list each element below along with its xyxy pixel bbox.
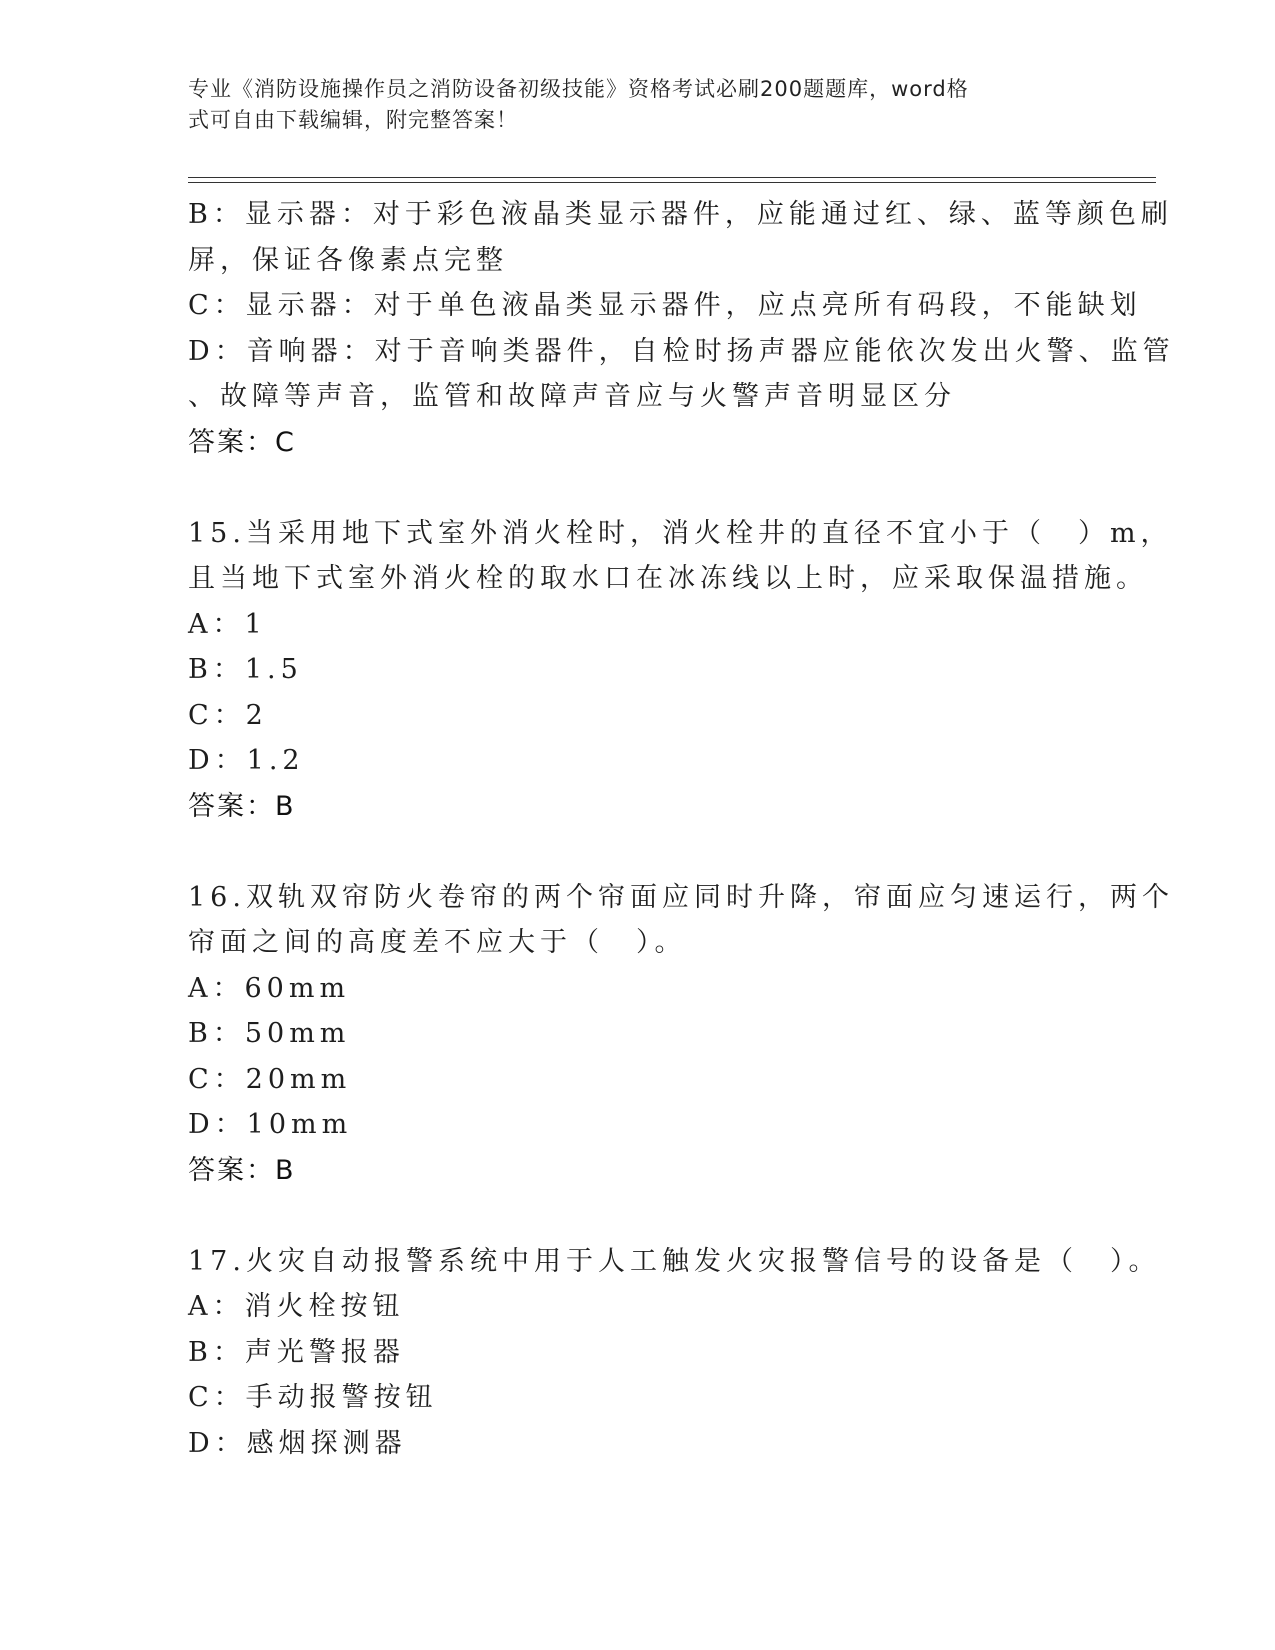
option-a: A：1 (188, 608, 267, 640)
question-16 (188, 875, 1174, 1194)
option-c: C：20mm (188, 1063, 352, 1095)
document-header (188, 74, 1068, 136)
answer: 答案：B (188, 1154, 296, 1186)
option-c: C：显示器：对于单色液晶类显示器件，应点亮所有码段，不能缺划 (188, 290, 1142, 321)
question-stem-line-1: 15.当采用地下式室外消火栓时，消火栓井的直径不宜小于（ ）m， (188, 517, 1173, 549)
option-b: B：50mm (188, 1018, 351, 1049)
question-spacer (188, 829, 1088, 875)
option-b-line-1: B：显示器：对于彩色液晶类显示器件，应能通过红、绿、蓝等颜色刷 (188, 199, 1173, 230)
question-spacer (188, 1193, 1088, 1239)
option-b-line-2: 屏，保证各像素点完整 (188, 244, 508, 276)
header-title-line-2: 式可自由下载编辑，附完整答案！ (188, 108, 518, 132)
question-stem-line-2: 且当地下式室外消火栓的取水口在冰冻线以上时，应采取保温措施。 (188, 563, 1148, 594)
option-b: B：1.5 (188, 654, 303, 685)
document-page (188, 0, 1175, 1650)
option-d-line-1: D：音响器：对于音响类器件，自检时扬声器应能依次发出火警、监管 (188, 335, 1175, 367)
header-title-line-1: 专业《消防设施操作员之消防设备初级技能》资格考试必刷200题题库，word格 (188, 77, 969, 101)
option-a: A：消火栓按钮 (188, 1291, 405, 1322)
question-stem-line-2: 帘面之间的高度差不应大于（ ）。 (188, 927, 687, 958)
question-15 (188, 511, 1173, 830)
header-divider-bottom (188, 182, 1156, 183)
question-14-tail (188, 192, 1175, 465)
option-b: B：声光警报器 (188, 1336, 405, 1368)
question-17 (188, 1239, 1161, 1467)
answer: 答案：B (188, 790, 296, 822)
question-list (188, 192, 1175, 1466)
question-stem-line-1: 16.双轨双帘防火卷帘的两个帘面应同时升降，帘面应匀速运行，两个 (188, 881, 1174, 913)
header-divider-top (188, 177, 1156, 178)
option-d: D：感烟探测器 (188, 1427, 407, 1459)
option-c: C：手动报警按钮 (188, 1382, 438, 1413)
option-d: D：10mm (188, 1109, 353, 1140)
option-a: A：60mm (188, 972, 351, 1004)
question-stem-line-1: 17.火灾自动报警系统中用于人工触发火灾报警信号的设备是（ ）。 (188, 1245, 1161, 1277)
answer: 答案：C (188, 426, 296, 458)
option-c: C：2 (188, 699, 268, 731)
option-d: D：1.2 (188, 745, 305, 776)
option-d-line-2: 、故障等声音，监管和故障声音应与火警声音明显区分 (188, 381, 956, 412)
question-spacer (188, 465, 1088, 511)
